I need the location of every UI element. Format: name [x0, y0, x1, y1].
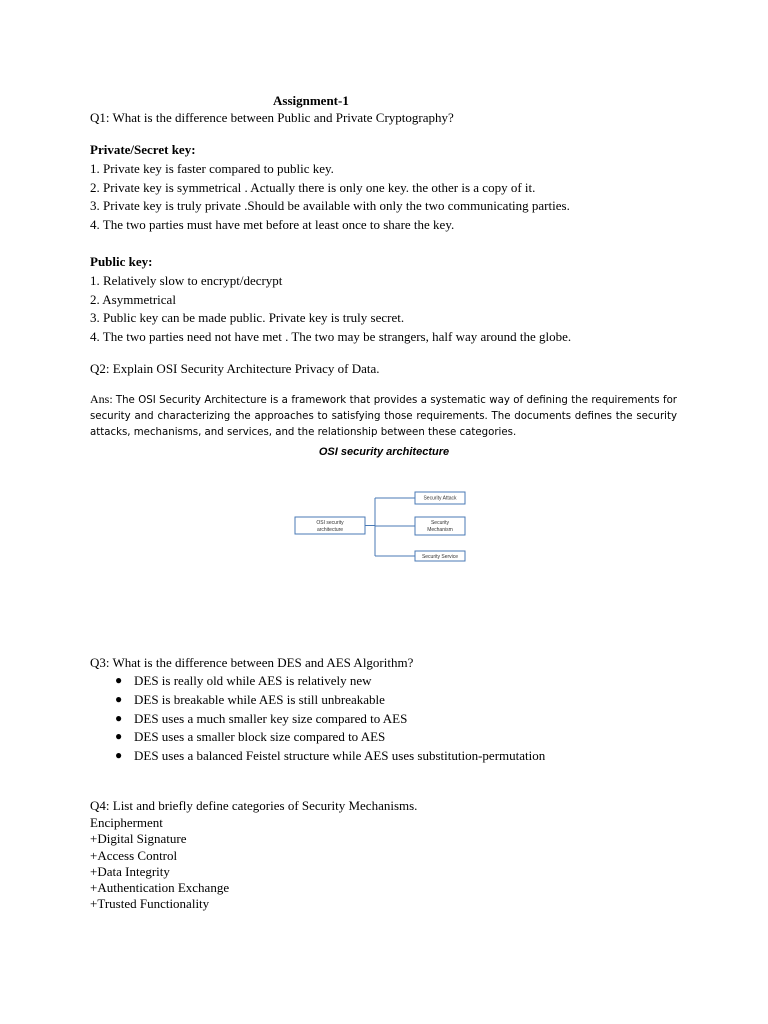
- bullet-text: DES uses a balanced Feistel structure while AES uses substitution-permutation: [134, 748, 546, 763]
- bullet-text: DES is breakable while AES is still unbreakable: [134, 692, 385, 707]
- bullet-text: DES uses a smaller block size compared to AES: [134, 729, 386, 744]
- mechanism-item: +Digital Signature: [90, 831, 187, 846]
- public-point: 4. The two parties need not have met . The two may be strangers, half way around the globe.: [90, 329, 572, 344]
- page-title: Assignment-1: [273, 93, 349, 108]
- diagram-branch-label: Security: [430, 520, 450, 526]
- diagram-title: OSI security architecture: [318, 446, 450, 458]
- q4-question: Q4: List and briefly define categories of Security Mechanisms.: [90, 798, 418, 813]
- mechanism-item: +Access Control: [90, 848, 178, 863]
- diagram-root-label: architecture: [316, 527, 344, 533]
- public-point: 3. Public key can be made public. Private key is truly secret.: [90, 310, 405, 325]
- answer-body: The OSI Security Architecture is a framework that provides a systematic way of defining the requirements for security and characterizing the approaches to satisfying those requirements. The documents defines the security attacks, mechanisms, and services, and the relationship between these categories.: [90, 395, 677, 438]
- diagram-branch-label: Security Service: [421, 554, 459, 560]
- public-point: 1. Relatively slow to encrypt/decrypt: [90, 273, 283, 288]
- private-point: 1. Private key is faster compared to public key.: [90, 161, 334, 176]
- private-point: 2. Private key is symmetrical . Actually there is only one key. the other is a copy of it.: [90, 180, 536, 195]
- q2-question: Q2: Explain OSI Security Architecture Privacy of Data.: [90, 361, 380, 376]
- bullet-text: DES is really old while AES is relatively new: [134, 673, 372, 688]
- q1-question: Q1: What is the difference between Public and Private Cryptography?: [90, 110, 454, 125]
- q3-question: Q3: What is the difference between DES and AES Algorithm?: [90, 655, 414, 670]
- q2-answer: [90, 391, 677, 441]
- private-key-heading: Private/Secret key:: [90, 142, 196, 157]
- diagram-branch-label: Mechanism: [427, 527, 453, 533]
- mechanism-item: Encipherment: [90, 815, 163, 830]
- osi-architecture-diagram: [0, 488, 768, 568]
- private-point: 3. Private key is truly private .Should be available with only the two communicating parties.: [90, 198, 570, 213]
- mechanism-item: +Authentication Exchange: [90, 880, 230, 895]
- answer-lead: Ans:: [90, 392, 116, 406]
- diagram-root-label: OSI security: [316, 520, 344, 526]
- public-key-heading: Public key:: [90, 254, 153, 269]
- public-point: 2. Asymmetrical: [90, 292, 176, 307]
- diagram-branch-label: Security Attack: [423, 495, 457, 502]
- private-point: 4. The two parties must have met before at least once to share the key.: [90, 217, 455, 232]
- mechanism-item: +Data Integrity: [90, 864, 170, 879]
- bullet-text: DES uses a much smaller key size compared to AES: [134, 711, 408, 726]
- mechanism-item: +Trusted Functionality: [90, 896, 210, 911]
